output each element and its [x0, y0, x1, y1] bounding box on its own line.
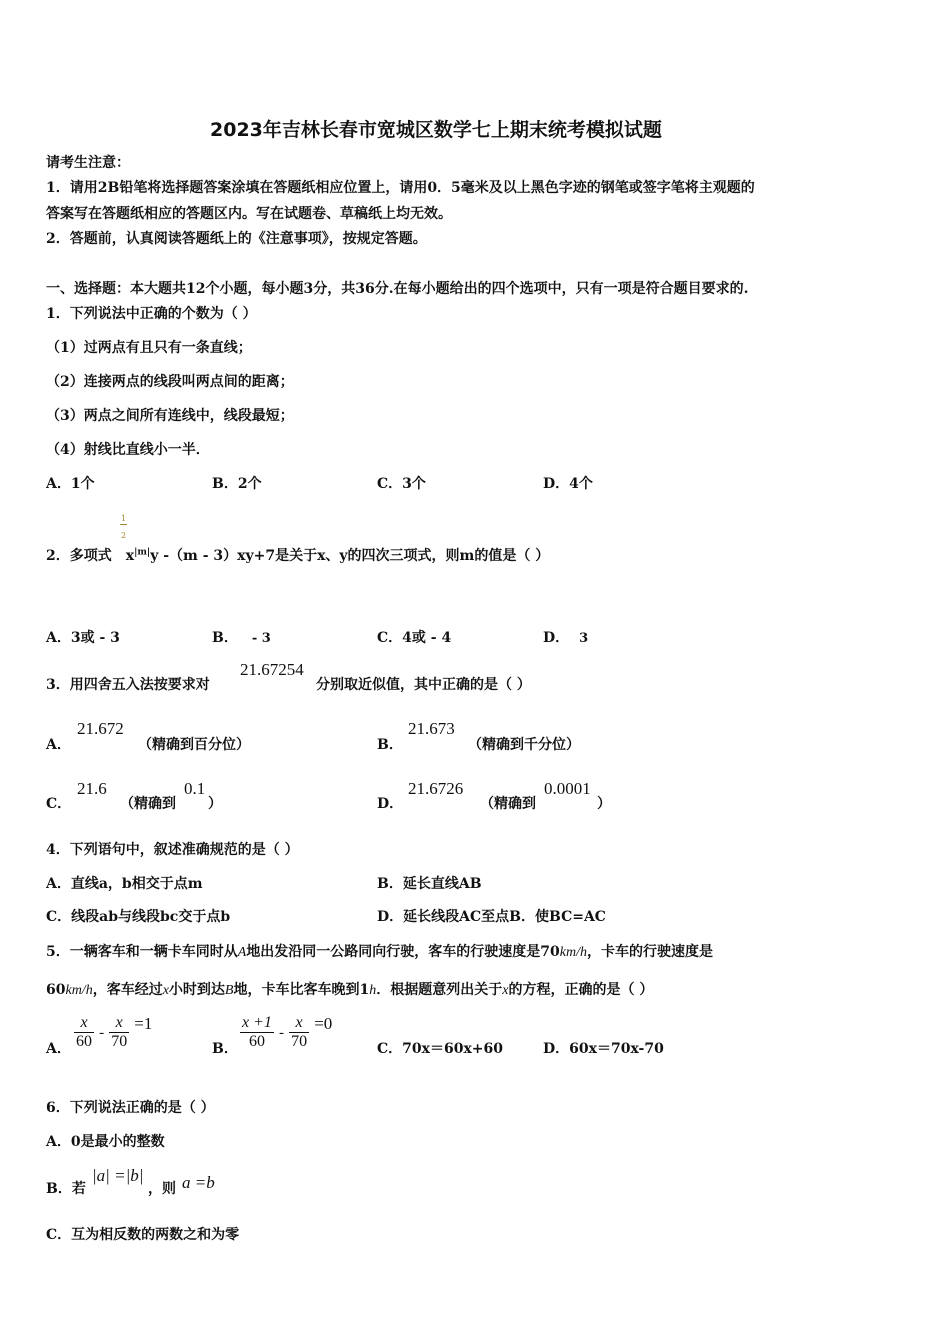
notice-heading: 请考生注意： — [46, 155, 130, 171]
q1-option-d: D．4个 — [543, 476, 593, 492]
q3-option-b-label: B． — [377, 737, 403, 753]
q4-option-d: D．延长线段AC至点B．使BC=AC — [377, 909, 606, 925]
q5-a-numerator-1: x — [74, 1014, 94, 1033]
q3-option-c-note: （精确到 — [120, 796, 176, 812]
notice-line-2: 答案写在答题纸相应的答题区内。写在试题卷、草稿纸上均无效。 — [46, 206, 452, 222]
q5-b-fraction-1 — [240, 1014, 274, 1051]
q5-text: ，客车经过 — [92, 982, 163, 998]
q6-option-b-then: ，则 — [148, 1181, 176, 1197]
page-title: 2023年吉林长春市宽城区数学七上期末统考模拟试题 — [210, 119, 662, 141]
q5-a-fraction-1 — [74, 1014, 94, 1051]
q5-a-fraction-2 — [109, 1014, 129, 1051]
q2-option-a: A．3或 - 3 — [46, 630, 120, 646]
q5-a-denominator-1: 60 — [76, 1033, 92, 1050]
q5-b-numerator-2: x — [289, 1014, 309, 1033]
q2-option-b — [212, 627, 271, 647]
q2-option-b-label: B． — [212, 630, 238, 646]
q5-text: ．根据题意列出关于 — [376, 982, 503, 998]
q2-coef-fraction-bar — [120, 524, 127, 525]
q5-text: 小时到达 — [168, 982, 225, 998]
q5-b-fraction-2 — [289, 1014, 309, 1051]
q5-text: 的方程，正确的是（ ） — [508, 982, 654, 998]
q5-unit: km/h — [65, 983, 93, 998]
q2-option-d-value: 3 — [579, 631, 589, 646]
q5-option-a-equation — [74, 1014, 152, 1051]
q5-hour: h — [369, 983, 377, 998]
q3-option-d-value: 21.6726 — [408, 779, 464, 798]
q5-option-d: D．60x＝70x-70 — [543, 1041, 664, 1057]
q2-option-b-value: - 3 — [251, 631, 271, 646]
q3-option-d-precision: 0.0001 — [544, 779, 591, 798]
q2-rest: y -（m - 3）xy+7是关于x、y的四次三项式，则m的值是（ ） — [150, 548, 550, 564]
q5-option-b-label: B． — [212, 1041, 238, 1057]
q3-option-d-close: ） — [597, 796, 611, 812]
q2-option-d-label: D． — [543, 630, 570, 646]
q1-statement-2: （2）连接两点的线段叫两点间的距离； — [46, 374, 294, 390]
q5-text: 地，卡车比客车晚到1 — [233, 982, 370, 998]
q5-line-1 — [46, 941, 713, 961]
q3-option-a-note: （精确到百分位） — [138, 737, 250, 753]
q3-option-a-label: A． — [46, 737, 71, 753]
q4-option-b: B．延长直线AB — [377, 876, 482, 892]
q5-variable-x: x — [162, 983, 169, 998]
q5-variable-x: x — [502, 983, 509, 998]
q1-statement-1: （1）过两点有且只有一条直线； — [46, 340, 252, 356]
q5-a-denominator-2: 70 — [111, 1033, 128, 1050]
q1-option-a: A．1个 — [46, 476, 95, 492]
q3-option-c-value: 21.6 — [77, 779, 107, 798]
notice-line-1: 1．请用2B铅笔将选择题答案涂填在答题纸相应位置上，请用0．5毫米及以上黑色字迹的钢笔或签字笔将主观题的 — [46, 180, 755, 196]
q6-option-b-label: B．若 — [46, 1181, 86, 1197]
q5-b-equals: =0 — [314, 1014, 333, 1033]
section-heading: 一、选择题：本大题共12个小题，每小题3分，共36分.在每小题给出的四个选项中，只有一项是符合题目要求的. — [46, 281, 749, 297]
q4-stem: 4．下列语句中，叙述准确规范的是（ ） — [46, 842, 299, 858]
q5-point-a: A — [237, 945, 247, 960]
q5-option-b-equation — [240, 1014, 332, 1051]
q3-option-c-label: C． — [46, 796, 72, 812]
q4-option-c: C．线段ab与线段bc交于点b — [46, 909, 231, 925]
q1-stem: 1．下列说法中正确的个数为（ ） — [46, 306, 257, 322]
q5-b-denominator-2: 70 — [291, 1033, 308, 1050]
q6-option-a: A．0是最小的整数 — [46, 1134, 165, 1150]
q2-option-c: C．4或 - 4 — [377, 630, 452, 646]
q2-coef-denominator: 2 — [121, 531, 127, 540]
q3-option-b-note: （精确到千分位） — [468, 737, 580, 753]
q5-unit: km/h — [559, 945, 588, 960]
q5-point-b: B — [224, 983, 234, 998]
q5-text: ，卡车的行驶速度是 — [587, 944, 714, 960]
q3-number: 21.67254 — [240, 660, 304, 679]
q2-prefix: 2．多项式 — [46, 548, 112, 564]
q3-option-d-label: D． — [377, 796, 404, 812]
q2-option-d — [543, 627, 588, 647]
q1-statement-3: （3）两点之间所有连线中，线段最短； — [46, 408, 294, 424]
q2-x: x — [125, 548, 135, 564]
q5-b-denominator-1: 60 — [248, 1033, 265, 1050]
q4-option-a: A．直线a，b相交于点m — [46, 876, 203, 892]
q6-stem: 6．下列说法正确的是（ ） — [46, 1100, 215, 1116]
q5-text: 地出发沿同一公路同向行驶，客车的行驶速度是70 — [246, 944, 560, 960]
q5-option-c: C．70x＝60x+60 — [377, 1041, 504, 1057]
q6-option-b-result: a =b — [182, 1173, 215, 1192]
q5-text: 60 — [46, 982, 66, 998]
q5-a-minus: - — [99, 1025, 105, 1041]
q5-line-2 — [46, 979, 653, 999]
q2-exponent: |m| — [134, 547, 151, 558]
q2-coef-numerator: 1 — [121, 514, 127, 523]
q3-option-a-value: 21.672 — [77, 719, 124, 738]
q3-prefix: 3．用四舍五入法按要求对 — [46, 677, 210, 693]
q3-option-c-close: ） — [208, 796, 222, 812]
q6-option-b-condition: |a| =|b| — [92, 1166, 144, 1185]
q1-option-c: C．3个 — [377, 476, 426, 492]
q3-option-d-note: （精确到 — [480, 796, 536, 812]
q5-a-equals: =1 — [134, 1014, 153, 1033]
q6-option-c: C．互为相反数的两数之和为零 — [46, 1227, 240, 1243]
q5-text: 5．一辆客车和一辆卡车同时从 — [46, 944, 238, 960]
q5-option-a-label: A． — [46, 1041, 71, 1057]
q1-option-b: B．2个 — [212, 476, 262, 492]
q5-a-numerator-2: x — [109, 1014, 129, 1033]
q3-option-b-value: 21.673 — [408, 719, 455, 738]
q2-stem — [46, 545, 549, 565]
q5-b-numerator-1: x +1 — [242, 1014, 272, 1031]
q1-statement-4: （4）射线比直线小一半． — [46, 442, 210, 458]
notice-line-3: 2．答题前，认真阅读答题纸上的《注意事项》，按规定答题。 — [46, 231, 427, 247]
q5-b-minus: - — [279, 1025, 284, 1041]
q3-option-c-precision: 0.1 — [184, 779, 206, 798]
q3-suffix: 分别取近似值，其中正确的是（ ） — [316, 677, 531, 693]
